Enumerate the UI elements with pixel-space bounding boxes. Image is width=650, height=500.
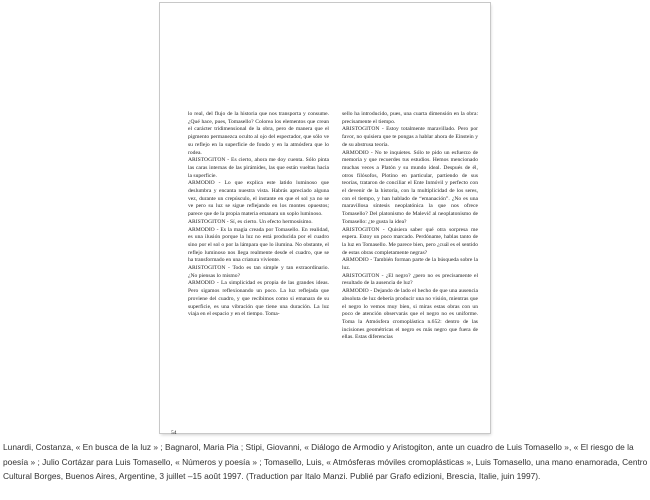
left-column-text: lo real, del flujo de la historia que nos transporta y consume. ¿Qué hace, pues, Tomasello? Colorea los elementos que crean el carácter tridimensional de la obra, pero de manera que el pigmento permanezca oculto al ojo del espectador, que sólo ve su reflejo en la superficie de fondo y en la atmósfera que lo rodea. ARISTOGITON - Es cierto, ahora me doy cuenta. Sólo pinta las caras internas de las pirámides, las que están vueltas hacia la superficie. ARMODIO - Lo que explica este latido luminoso que deslumbra y encanta nuestra vista. Habrás apreciado alguna vez, durante un crepúsculo, el instante en que el sol ya no se ve pero su luz se sigue reflejando en los montes opuestos; parece que de la propia materia emanara un soplo luminoso. ARISTOGITON - Sí, es cierto. Un efecto hermosísimo. ARMODIO - Es la magia creada por Tomasello. En realidad, es una ilusión porque la luz no está producida por el cuadro sino por el sol o por la lámpara que lo ilumina. No obstante, el reflejo luminoso nos llega realmente desde el cuadro, que se ha transformado en una criatura viviente. ARISTOGITON - Todo es tan simple y tan extraordinario. ¿No piensas lo mismo? ARMODIO - La simplicidad es propia de las grandes ideas. Pero sigamos reflexionando un poco. La luz reflejada que proviene del cuadro, y que recibimos como si emanara de su superficie, es una vibración que tiene una duración. La luz viaja en el espacio y en el tiempo. Toma- [188, 111, 329, 318]
book-page [160, 3, 490, 436]
right-column-text: sello ha introducido, pues, una cuarta dimensión en la obra: precisamente el tiempo. ARISTOGITON - Estoy totalmente maravillado. Pero por favor, no quisiera que te pongas a hablar ahora de Einstein y de su abstrusa teoría. ARMODIO - No te inquietes. Sólo te pido un esfuerzo de memoria y que recuerdes tus estudios. Hemos mencionado muchas veces a Platón y su mundo ideal. Después de él, otros filósofos, Plotino en particular, partiendo de sus teorías, trataron de conciliar el Ente Inmóvil y perfecto con el devenir de la historia, con la multiplicidad de los seres, con el tiempo, y han hablado de “emanación”. ¿No es una maravillosa síntesis neoplatónica la que nos ofrece Tomasello? Del platonismo de Malevič al neoplatonismo de Tomasello: ¿te gusta la idea? ARISTOGITON - Quisiera saber qué otra sorpresa me espera. Estoy un poco marcado. Perdóname, hablas tanto de la luz en Tomasello. Me parece bien, pero ¿cuál es el sentido de estas obras completamente negras? ARMODIO - También forman parte de la búsqueda sobre la luz. ARISTOGITON - ¿El negro? ¿pero no es precisamente el resultado de la ausencia de luz? ARMODIO - Dejando de lado el hecho de que una ausencia absoluta de luz debería producir una no visión, mientras que el negro lo vemos muy bien, si miras estas obras con un poco de atención observarás que el negro no es uniforme. Toma la Atmósfera cromoplástica n.652: dentro de las incisiones geométricas el negro es más negro que fuera de ellas. Estas diferencias [342, 111, 478, 341]
page-number: 54 [171, 430, 177, 436]
image-caption: Lunardi, Costanza, « En busca de la luz » ; Bagnarol, Maria Pia ; Stipi, Giovanni, « Diálogo de Armodio y Aristogiton, ante un cuadro de Luis Tomasello », « El riesgo de la poesía » ; Julio Cortázar para Luis Tomasello, « Números y poesía » ; Tomasello, Luis, « Atmósferas móviles cromoplásticas », Luis Tomasello, una mano enamorada, Centro Cultural Borges, Buenos Aires, Argentine, 3 juillet –15 août 1997. (Traduction par Italo Manzi. Publié par Grafo edizioni, Brescia, Italie, juin 1997). [3, 442, 648, 481]
